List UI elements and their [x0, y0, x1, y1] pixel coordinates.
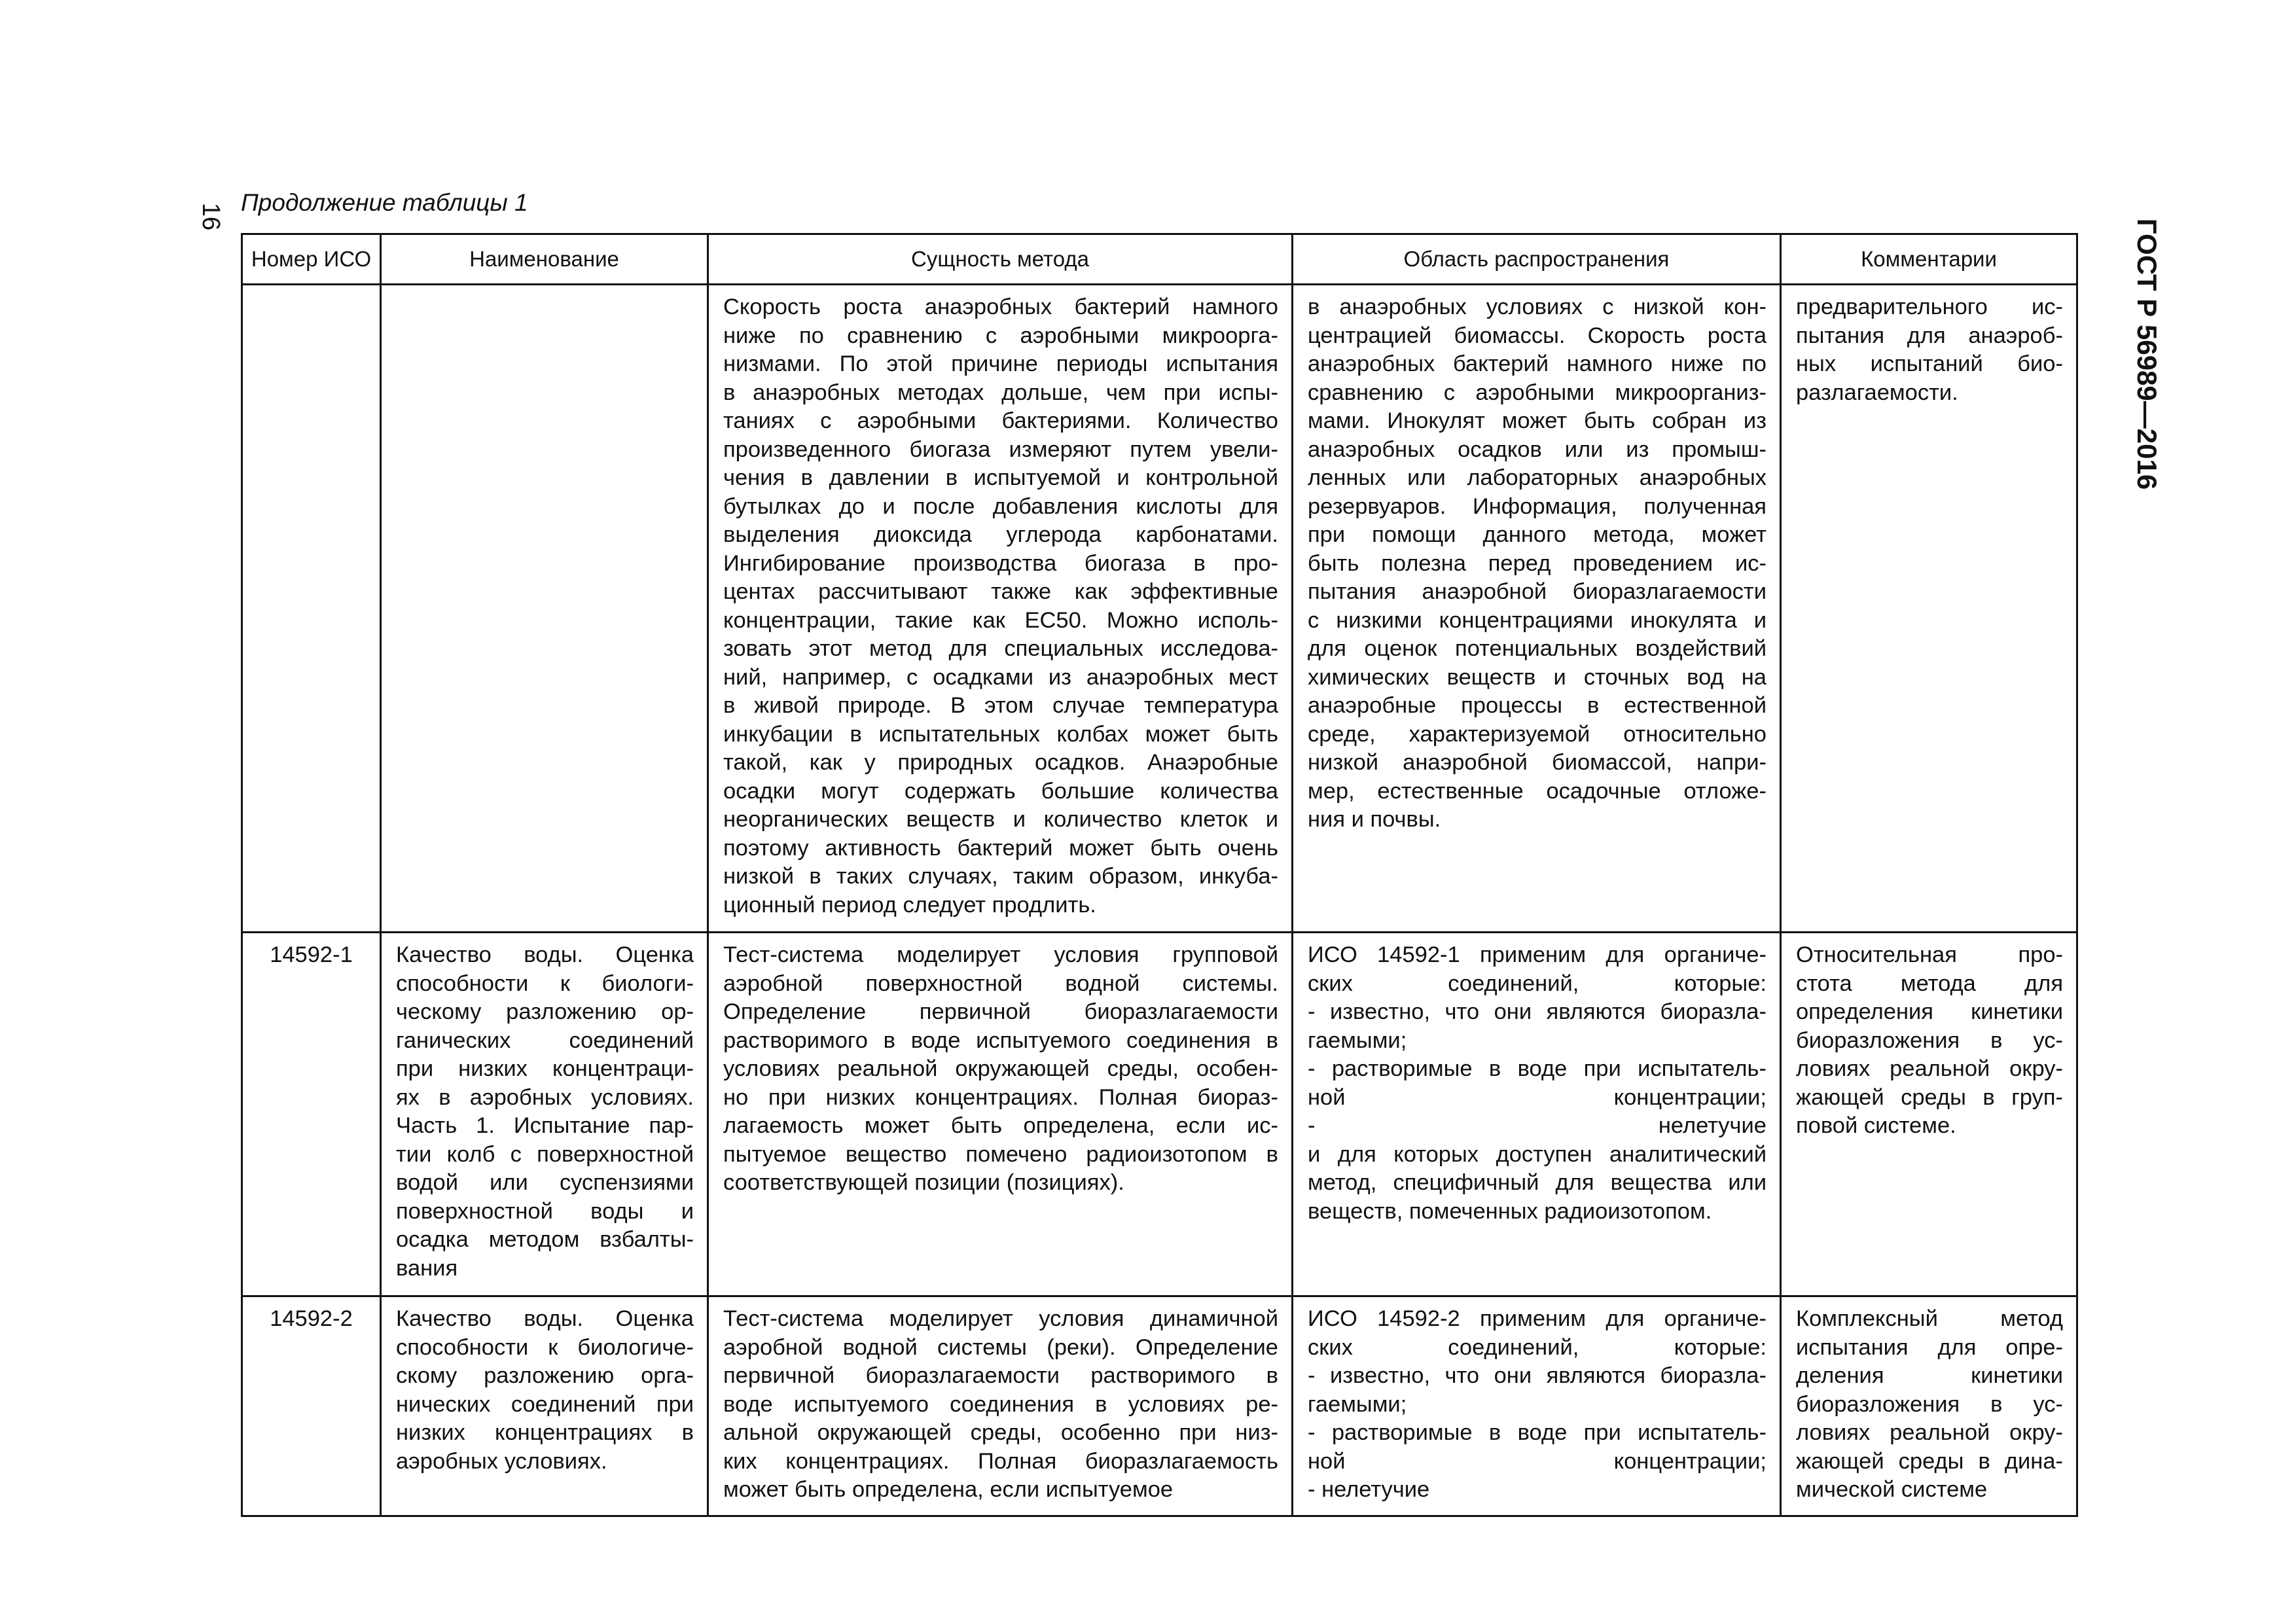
- cell-scope: [1293, 933, 1781, 1296]
- cell-text-line: соответствующей позиции (позициях).: [723, 1170, 1124, 1195]
- cell-text-line: ния и почвы.: [1308, 807, 1441, 832]
- cell-text-line: ных испытаний био-: [1796, 351, 2063, 376]
- cell-text-line: водой или суспензиями: [396, 1170, 694, 1195]
- cell-text-line: анаэробных осадков или из промыш-: [1308, 437, 1767, 462]
- cell-text-line: первичной биоразлагаемости растворимого в: [723, 1363, 1278, 1388]
- cell-text-line: зовать этот метод для специальных исследова-: [723, 636, 1278, 661]
- cell-text-line: предварительного ис-: [1796, 294, 2063, 319]
- header-comments: Комментарии: [1781, 234, 2077, 285]
- cell-text-line: тии колб с поверхностной: [396, 1141, 694, 1167]
- cell-text-line: - растворимые в воде при испытатель-: [1308, 1056, 1767, 1081]
- cell-text-line: аэробной поверхностной водной системы.: [723, 971, 1278, 996]
- cell-text-line: ских соединений, которые:: [1308, 1334, 1767, 1360]
- standard-id: ГОСТ Р 56989—2016: [2132, 218, 2162, 490]
- cell-text-line: испытания для опре-: [1796, 1334, 2063, 1360]
- cell-text-line: пытания анаэробной биоразлагаемости: [1308, 579, 1767, 604]
- cell-text-line: пытания для анаэроб-: [1796, 323, 2063, 348]
- cell-text-line: поэтому активность бактерий может быть очень: [723, 835, 1278, 861]
- cell-text-line: Качество воды. Оценка: [396, 942, 694, 967]
- cell-text-line: разлагаемости.: [1796, 380, 1958, 405]
- cell-text-line: ний, например, с осадками из анаэробных мест: [723, 664, 1278, 690]
- cell-text-line: в анаэробных условиях с низкой кон-: [1308, 294, 1767, 319]
- cell-text-line: ной концентрации;: [1308, 1084, 1767, 1110]
- cell-text-line: ловиях реальной окру-: [1796, 1056, 2063, 1081]
- table-row: [242, 1296, 2077, 1516]
- cell-text-line: и для которых доступен аналитический: [1308, 1141, 1767, 1167]
- cell-text-line: произведенного биогаза измеряют путем увели-: [723, 437, 1278, 462]
- cell-text-line: - нелетучие: [1308, 1477, 1430, 1502]
- cell-text-line: такой, как у природных осадков. Анаэробные: [723, 750, 1278, 775]
- cell-text-line: нических соединений при: [396, 1391, 694, 1417]
- cell-text-line: Ингибирование производства биогаза в про-: [723, 550, 1278, 576]
- cell-text-line: Комплексный метод: [1796, 1306, 2063, 1331]
- table-row: [242, 285, 2077, 933]
- cell-text-line: чения в давлении в испытуемой и контрольной: [723, 465, 1278, 490]
- cell-text-line: - растворимые в воде при испытатель-: [1308, 1420, 1767, 1445]
- cell-text-line: осадки могут содержать большие количества: [723, 778, 1278, 804]
- cell-text-line: быть полезна перед проведением ис-: [1308, 550, 1767, 576]
- cell-text-line: Определение первичной биоразлагаемости: [723, 999, 1278, 1024]
- cell-comments: [1781, 933, 2077, 1296]
- cell-text-line: мами. Инокулят может быть собран из: [1308, 408, 1767, 433]
- cell-text-line: гаемыми;: [1308, 1391, 1407, 1417]
- cell-text-line: ционный период следует продлить.: [723, 892, 1096, 918]
- cell-text-line: деления кинетики: [1796, 1363, 2063, 1388]
- cell-text-line: растворимого в воде испытуемого соединения в: [723, 1027, 1278, 1053]
- page-number: 16: [197, 202, 224, 231]
- cell-text-line: центрацией биомассы. Скорость роста: [1308, 323, 1767, 348]
- cell-text-line: резервуаров. Информация, полученная: [1308, 493, 1767, 519]
- cell-text-line: среде, характеризуемой относительно: [1308, 721, 1767, 747]
- cell-text-line: низмами. По этой причине периоды испытания: [723, 351, 1278, 376]
- cell-text-line: инкубации в испытательных колбах может быть: [723, 721, 1278, 747]
- cell-text-line: стота метода для: [1796, 971, 2063, 996]
- cell-text-line: при помощи данного метода, может: [1308, 522, 1767, 547]
- cell-text-line: способности к биологиче-: [396, 1334, 694, 1360]
- cell-text-line: осадка методом взбалты-: [396, 1227, 694, 1252]
- cell-text-line: ИСО 14592-2 применим для органиче-: [1308, 1306, 1767, 1331]
- cell-text-line: концентрации, такие как ЕС50. Можно исполь-: [723, 607, 1278, 633]
- cell-text-line: для оценок потенциальных воздействий: [1308, 636, 1767, 661]
- cell-text-line: повой системе.: [1796, 1113, 1956, 1138]
- cell-method: [708, 285, 1293, 933]
- cell-scope: [1293, 1296, 1781, 1516]
- cell-text-line: аэробных условиях.: [396, 1448, 607, 1474]
- cell-text-line: Относительная про-: [1796, 942, 2063, 967]
- cell-text-line: выделения диоксида углерода карбонатами.: [723, 522, 1278, 547]
- cell-text-line: скому разложению орга-: [396, 1363, 694, 1388]
- cell-text-line: низкой в таких случаях, таким образом, инкуба-: [723, 864, 1278, 889]
- cell-text-line: химических веществ и сточных вод на: [1308, 664, 1767, 690]
- cell-text-line: с низкими концентрациями инокулята и: [1308, 607, 1767, 633]
- cell-text-line: способности к биологи-: [396, 971, 694, 996]
- cell-text-line: мер, естественные осадочные отложе-: [1308, 778, 1767, 804]
- methods-table: [241, 233, 2078, 1517]
- cell-comments: [1781, 285, 2077, 933]
- cell-text-line: жающей среды в дина-: [1796, 1448, 2063, 1474]
- cell-iso-number: [242, 285, 381, 933]
- cell-text-line: мической системе: [1796, 1477, 1988, 1502]
- continuation-title: Продолжение таблицы 1: [241, 189, 528, 216]
- cell-text-line: ких концентрациях. Полная биоразлагаемость: [723, 1448, 1278, 1474]
- cell-name: [381, 933, 708, 1296]
- cell-text-line: центах рассчитывают также как эффективные: [723, 579, 1278, 604]
- cell-text-line: жающей среды в груп-: [1796, 1084, 2063, 1110]
- cell-text-line: может быть определена, если испытуемое: [723, 1477, 1174, 1502]
- cell-text-line: бутылках до и после добавления кислоты для: [723, 493, 1278, 519]
- cell-comments: [1781, 1296, 2077, 1516]
- cell-text-line: воде испытуемого соединения в условиях ре-: [723, 1391, 1278, 1417]
- cell-text-line: Скорость роста анаэробных бактерий намного: [723, 294, 1278, 319]
- cell-text-line: в анаэробных методах дольше, чем при испы-: [723, 380, 1278, 405]
- cell-text-line: метод, специфичный для вещества или: [1308, 1170, 1767, 1195]
- cell-text-line: - известно, что они являются биоразла-: [1308, 999, 1767, 1024]
- cell-text-line: Часть 1. Испытание пар-: [396, 1113, 694, 1138]
- cell-text-line: Качество воды. Оценка: [396, 1306, 694, 1331]
- cell-text-line: условиях реальной окружающей среды, особен-: [723, 1056, 1278, 1081]
- cell-text-line: - известно, что они являются биоразла-: [1308, 1363, 1767, 1388]
- cell-text-line: ях в аэробных условиях.: [396, 1084, 694, 1110]
- cell-text-line: ниже по сравнению с аэробными микроорга-: [723, 323, 1278, 348]
- cell-method: [708, 1296, 1293, 1516]
- cell-text-line: ленных или лабораторных анаэробных: [1308, 465, 1767, 490]
- cell-text-line: гаемыми;: [1308, 1027, 1407, 1053]
- cell-scope: [1293, 285, 1781, 933]
- cell-text-line: низкой анаэробной биомассой, напри-: [1308, 750, 1767, 775]
- cell-text-line: веществ, помеченных радиоизотопом.: [1308, 1198, 1712, 1224]
- cell-text-line: биоразложения в ус-: [1796, 1391, 2063, 1417]
- cell-text-line: в живой природе. В этом случае температура: [723, 693, 1278, 718]
- cell-text-line: ной концентрации;: [1308, 1448, 1767, 1474]
- header-method: Сущность метода: [708, 234, 1293, 285]
- cell-text-line: анаэробные процессы в естественной: [1308, 693, 1767, 718]
- cell-text-line: - нелетучие: [1308, 1113, 1767, 1138]
- header-name: Наименование: [381, 234, 708, 285]
- cell-text-line: анаэробных бактерий намного ниже по: [1308, 351, 1767, 376]
- cell-text-line: низких концентрациях в: [396, 1420, 694, 1445]
- cell-text-line: ловиях реальной окру-: [1796, 1420, 2063, 1445]
- cell-text-line: аэробной водной системы (реки). Определение: [723, 1334, 1278, 1360]
- cell-text-line: ческому разложению ор-: [396, 999, 694, 1024]
- header-iso-number: Номер ИСО: [242, 234, 381, 285]
- cell-method: [708, 933, 1293, 1296]
- cell-text-line: сравнению с аэробными микроорганиз-: [1308, 380, 1767, 405]
- cell-text-line: но при низких концентрациях. Полная биораз-: [723, 1084, 1278, 1110]
- cell-text-line: вания: [396, 1255, 458, 1281]
- cell-text-line: Тест-система моделирует условия групповой: [723, 942, 1278, 967]
- cell-text-line: биоразложения в ус-: [1796, 1027, 2063, 1053]
- header-scope: Область распространения: [1293, 234, 1781, 285]
- cell-text-line: пытуемое вещество помечено радиоизотопом в: [723, 1141, 1278, 1167]
- cell-name: [381, 1296, 708, 1516]
- cell-iso-number: 14592-1: [242, 933, 381, 1296]
- cell-text-line: ганических соединений: [396, 1027, 694, 1053]
- table-header-row: [242, 234, 2077, 285]
- cell-iso-number: 14592-2: [242, 1296, 381, 1516]
- cell-text-line: лагаемость может быть определена, если ис-: [723, 1113, 1278, 1138]
- cell-text-line: определения кинетики: [1796, 999, 2063, 1024]
- cell-text-line: ских соединений, которые:: [1308, 971, 1767, 996]
- cell-text-line: ИСО 14592-1 применим для органиче-: [1308, 942, 1767, 967]
- cell-text-line: при низких концентраци-: [396, 1056, 694, 1081]
- cell-text-line: альной окружающей среды, особенно при низ-: [723, 1420, 1278, 1445]
- cell-text-line: таниях с аэробными бактериями. Количество: [723, 408, 1278, 433]
- cell-text-line: поверхностной воды и: [396, 1198, 694, 1224]
- cell-text-line: неорганических веществ и количество клеток и: [723, 807, 1278, 832]
- cell-text-line: Тест-система моделирует условия динамичной: [723, 1306, 1278, 1331]
- table-row: [242, 933, 2077, 1296]
- cell-name: [381, 285, 708, 933]
